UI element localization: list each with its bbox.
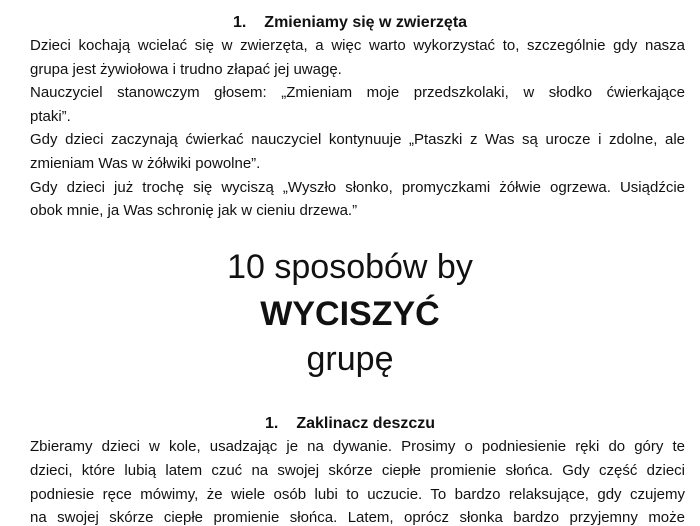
paragraph-line: dzieci, które lubią latem czuć na swojej skórze ciepłe promienie słońca. Gdy część dzieci	[30, 462, 685, 479]
paragraph-line: ptaki”.	[30, 108, 71, 125]
section-title: Zaklinacz deszczu	[296, 415, 436, 432]
section-title: Zmieniamy się w zwierzęta	[264, 14, 468, 31]
paragraph-line: Dzieci kochają wcielać się w zwierzęta, a więc warto wykorzystać to, szczególnie gdy nasza	[30, 37, 685, 54]
title-line-1: 10 sposobów by	[227, 248, 473, 286]
paragraph-line: obok mnie, ja Was schronię jak w cieniu drzewa.”	[30, 202, 358, 219]
section-number: 1.	[232, 14, 247, 31]
paragraph-line: Nauczyciel stanowczym głosem: „Zmieniam moje przedszkolaki, w słodko ćwierkające	[30, 84, 685, 101]
title-line-3: grupę	[306, 340, 394, 378]
title-line-2: WYCISZYĆ	[260, 295, 440, 333]
paragraph-line: Zbieramy dzieci w kole, usadzając je na dywanie. Prosimy o podniesienie ręki do góry te	[30, 438, 685, 455]
section-heading-1	[0, 14, 700, 32]
paragraph-line: Gdy dzieci zaczynają ćwierkać nauczyciel kontynuuje „Ptaszki z Was są urocze i zdolne, ale	[30, 131, 685, 148]
paragraph-line: na swojej skórze ciepłe promienie słońca. Latem, oprócz słonka bardzo przyjemny może	[30, 509, 685, 526]
paragraph-line: zmieniam Was w żółwiki powolne”.	[30, 155, 261, 172]
section-number: 1.	[264, 415, 279, 432]
section-heading-2	[0, 415, 700, 433]
paragraph-line: grupa jest żywiołowa i trudno złapać jej uwagę.	[30, 61, 342, 78]
paragraph-line: podniesie ręce mówimy, że wiele osób lubi to uczucie. To bardzo relaksujące, gdy czujemy	[30, 486, 685, 503]
paragraph-line: Gdy dzieci już trochę się wyciszą „Wyszło słonko, promyczkami żółwie ogrzewa. Usiądźcie	[30, 179, 685, 196]
